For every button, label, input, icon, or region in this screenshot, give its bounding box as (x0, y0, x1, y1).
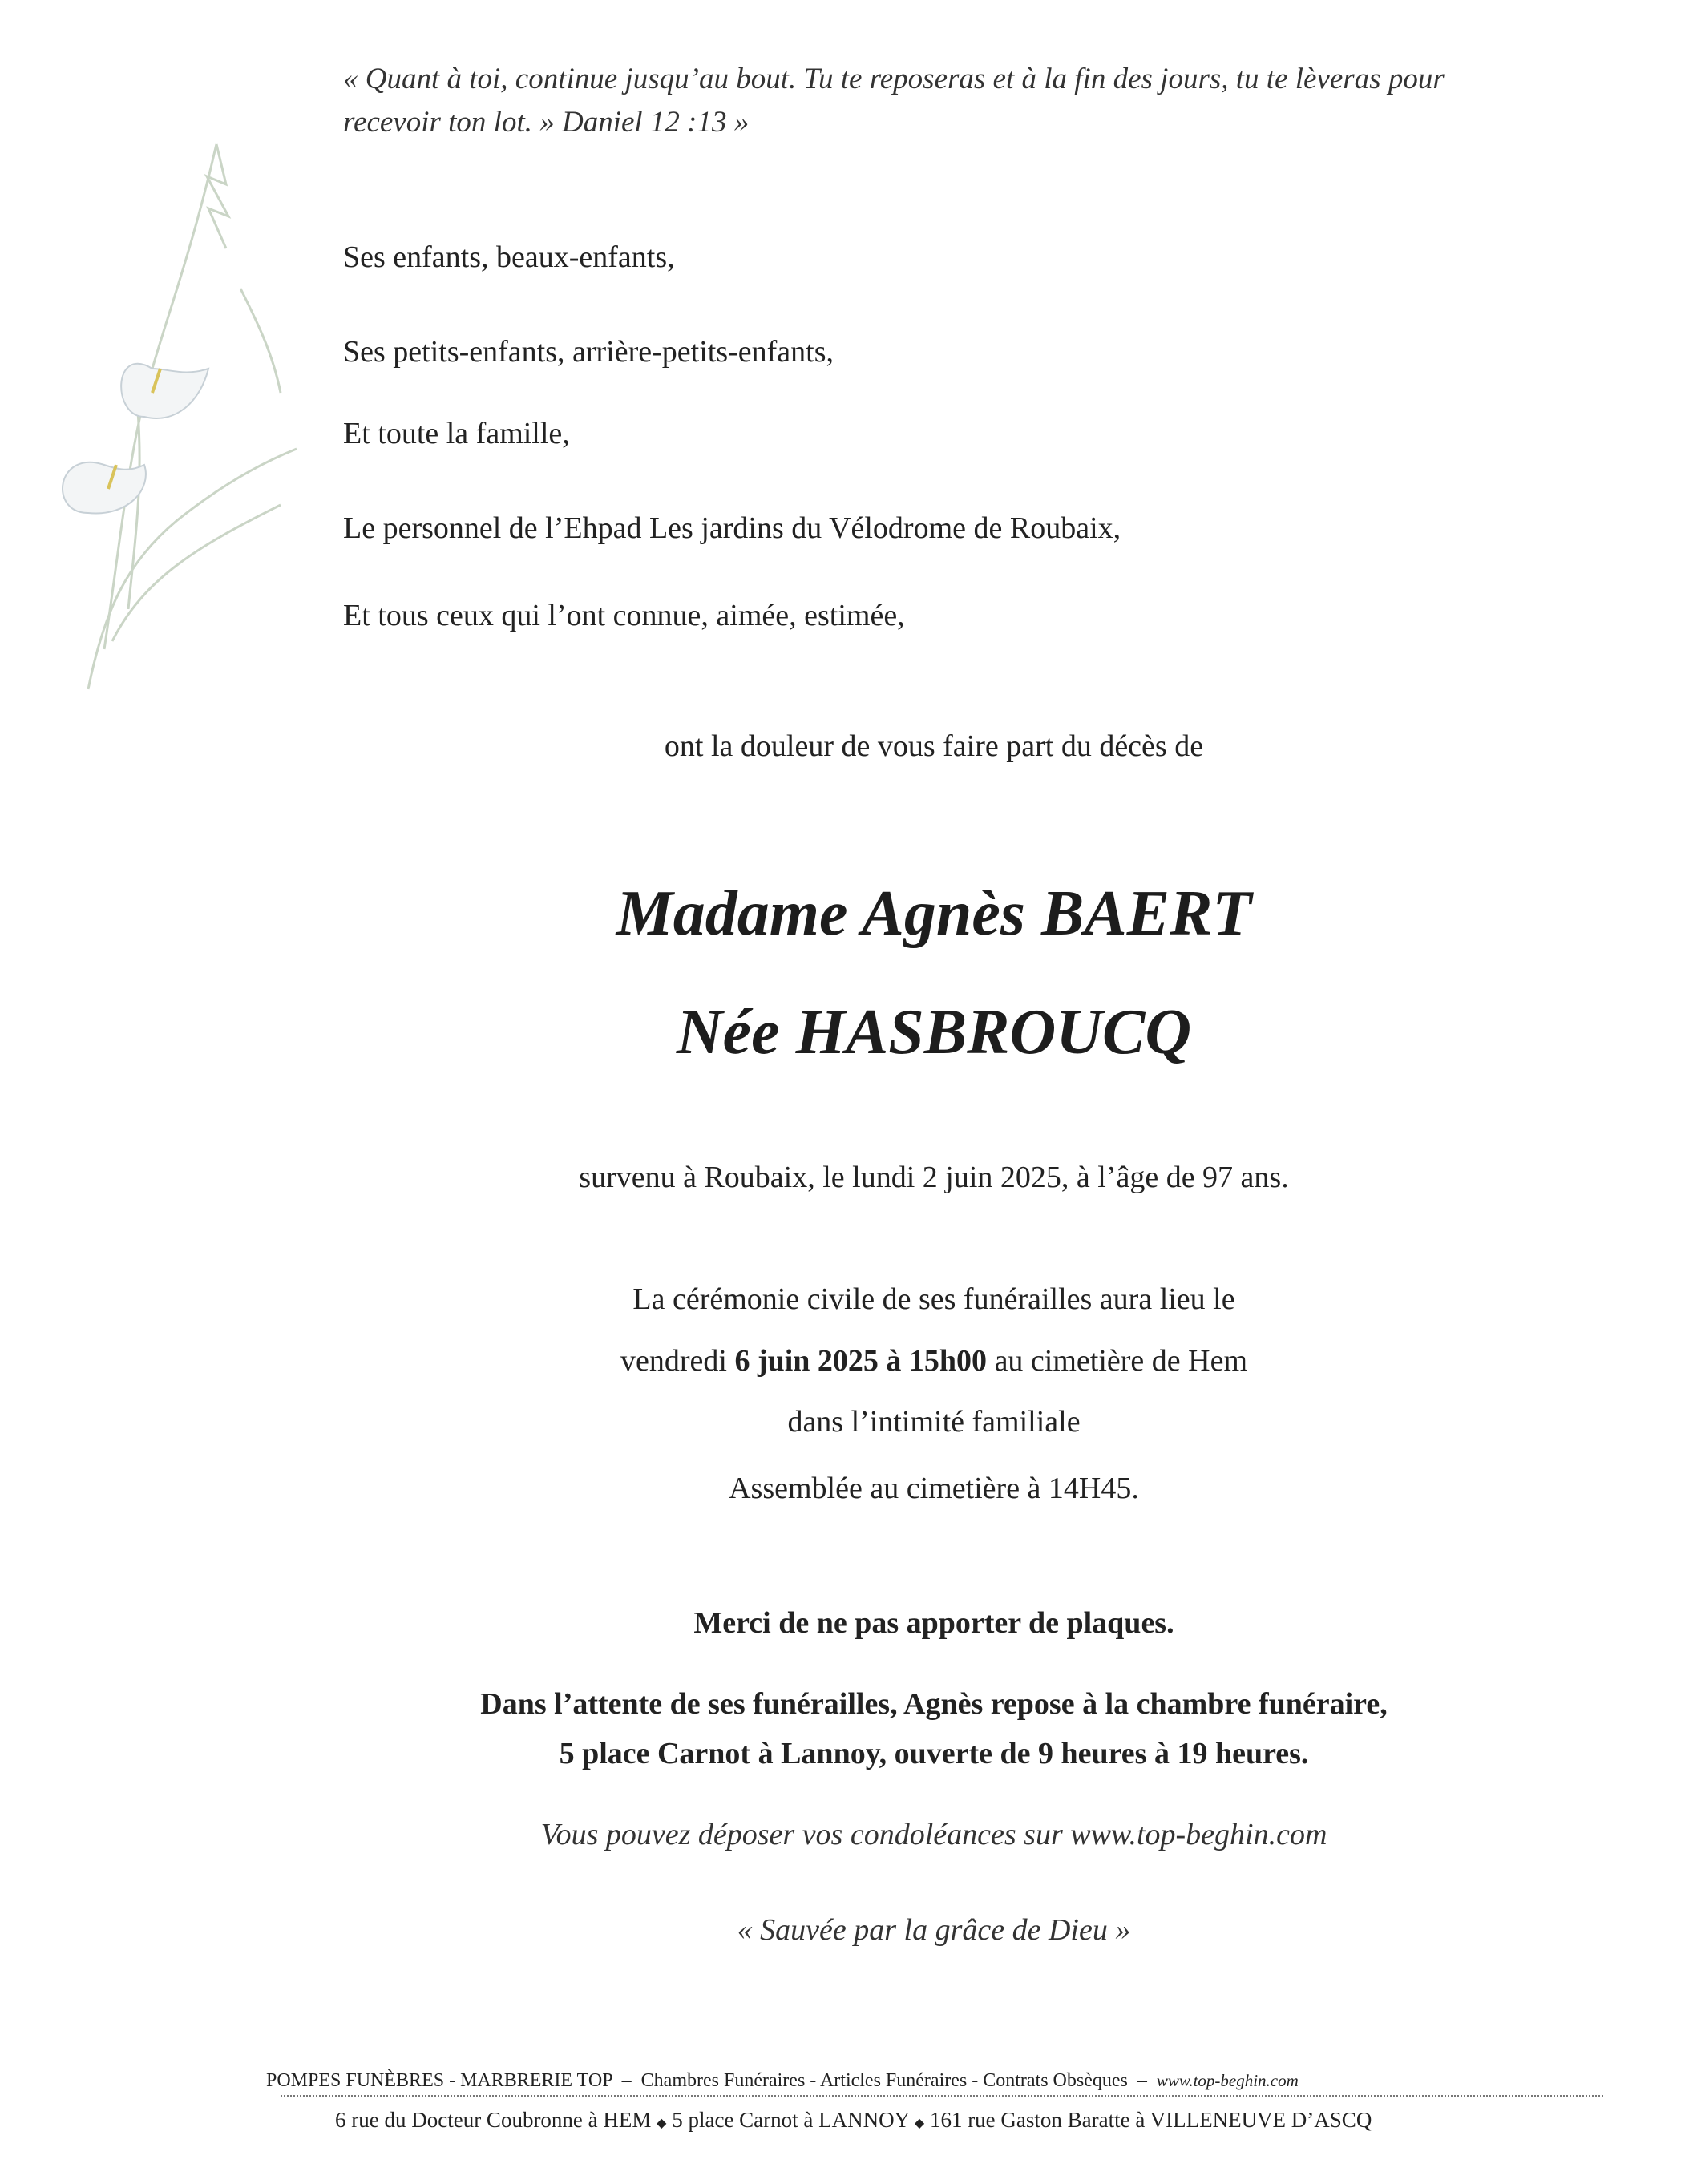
family-line: Et toute la famille, (343, 417, 570, 450)
repose-notice-line-2: 5 place Carnot à Lannoy, ouverte de 9 heures à 19 heures. (559, 1737, 1309, 1770)
lily-decoration-icon (16, 128, 305, 737)
ceremony-datetime: 6 juin 2025 à 15h00 (734, 1344, 988, 1378)
address-villeneuve: 161 rue Gaston Baratte à VILLENEUVE D’ASCQ (929, 2108, 1372, 2132)
no-plaques-notice: Merci de ne pas apporter de plaques. (693, 1606, 1174, 1640)
family-line: Ses enfants, beaux-enfants, (343, 240, 675, 274)
footer-top-line (266, 2071, 1299, 2090)
website-link[interactable]: www.top-beghin.com (1156, 2071, 1299, 2090)
separator: – (621, 2070, 632, 2091)
death-details: survenu à Roubaix, le lundi 2 juin 2025, à l’âge de 97 ans. (579, 1161, 1289, 1194)
separator: – (1137, 2070, 1147, 2091)
maiden-name: Née HASBROUCQ (676, 997, 1192, 1068)
scripture-quote-line-2: recevoir ton lot. » Daniel 12 :13 » (343, 106, 750, 139)
ceremony-line-3: dans l’intimité familiale (787, 1405, 1081, 1439)
footer-addresses (335, 2109, 1372, 2131)
diamond-bullet-icon: ◆ (914, 2117, 925, 2130)
ceremony-text: vendredi (620, 1344, 735, 1378)
repose-notice-line-1: Dans l’attente de ses funérailles, Agnès repose à la chambre funéraire, (480, 1687, 1388, 1721)
company-name: POMPES FUNÈBRES - MARBRERIE TOP (266, 2070, 612, 2091)
family-line: Et tous ceux qui l’ont connue, aimée, estimée, (343, 599, 905, 632)
ceremony-line-2 (453, 1346, 1415, 1376)
address-hem: 6 rue du Docteur Coubronne à HEM (335, 2108, 652, 2132)
diamond-bullet-icon: ◆ (657, 2117, 667, 2130)
family-line: Le personnel de l’Ehpad Les jardins du Vélodrome de Roubaix, (343, 511, 1121, 545)
ceremony-place: au cimetière de Hem (987, 1344, 1248, 1378)
condolences-notice: Vous pouvez déposer vos condoléances sur www.top-beghin.com (540, 1818, 1327, 1851)
scripture-quote-line-1: « Quant à toi, continue jusqu’au bout. Tu te reposeras et à la fin des jours, tu te lèveras pour (343, 63, 1445, 95)
address-lannoy: 5 place Carnot à LANNOY (672, 2108, 910, 2132)
deceased-name: Madame Agnès BAERT (616, 878, 1252, 949)
ceremony-line-1: La cérémonie civile de ses funérailles aura lieu le (632, 1282, 1235, 1316)
family-line: Ses petits-enfants, arrière-petits-enfants, (343, 335, 834, 369)
footer-divider (281, 2095, 1603, 2097)
announcement: ont la douleur de vous faire part du décès de (664, 729, 1204, 763)
services: Chambres Funéraires - Articles Funéraires - Contrats Obsèques (640, 2070, 1128, 2091)
closing-quote: « Sauvée par la grâce de Dieu » (737, 1913, 1131, 1947)
ceremony-line-4: Assemblée au cimetière à 14H45. (729, 1471, 1139, 1505)
